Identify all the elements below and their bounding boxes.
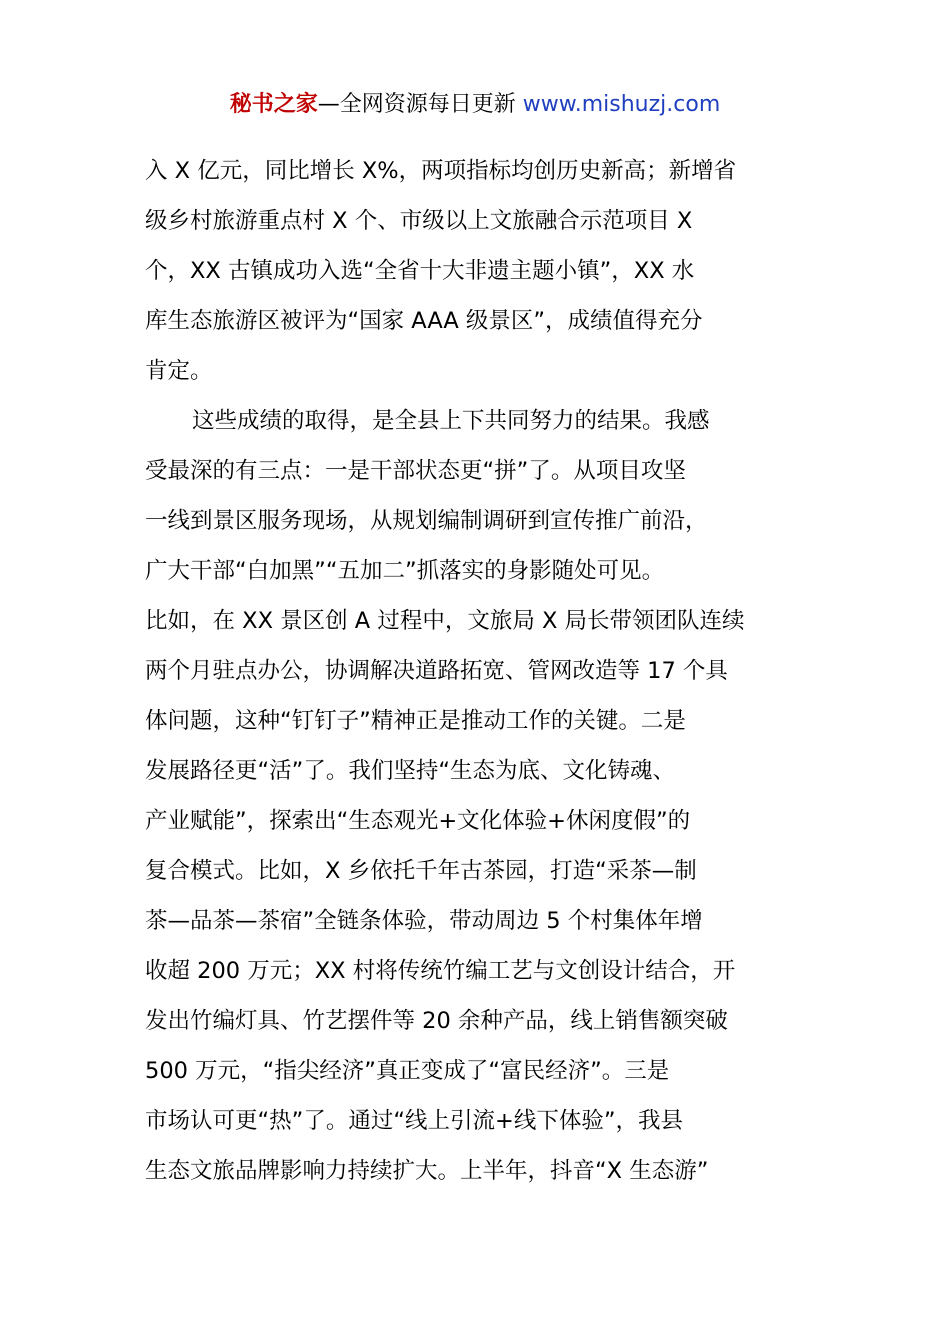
header-tagline: —全网资源每日更新 bbox=[317, 92, 523, 117]
site-url-link[interactable]: www.mishuzj.com bbox=[522, 92, 721, 117]
text-line: 市场认可更“热”了。通过“线上引流+线下体验”，我县 bbox=[145, 1108, 683, 1134]
text-line: 两个月驻点办公，协调解决道路拓宽、管网改造等 17 个具 bbox=[145, 658, 728, 684]
text-line: 发出竹编灯具、竹艺摆件等 20 余种产品，线上销售额突破 bbox=[145, 1008, 728, 1034]
text-line: 库生态旅游区被评为“国家 AAA 级景区”，成绩值得充分 bbox=[145, 308, 703, 334]
text-line: 肯定。 bbox=[145, 358, 213, 384]
document-body bbox=[145, 146, 810, 1196]
text-line: 发展路径更“活”了。我们坚持“生态为底、文化铸魂、 bbox=[145, 758, 675, 784]
text-line: 广大干部“白加黑”“五加二”抓落实的身影随处可见。 bbox=[145, 558, 665, 584]
text-line: 复合模式。比如，X 乡依托千年古茶园，打造“采茶—制 bbox=[145, 858, 697, 884]
text-line: 收超 200 万元；XX 村将传统竹编工艺与文创设计结合，开 bbox=[145, 958, 736, 984]
text-line: 产业赋能”，探索出“生态观光+文化体验+休闲度假”的 bbox=[145, 808, 691, 834]
text-line: 入 X 亿元，同比增长 X%，两项指标均创历史新高；新增省 bbox=[145, 158, 737, 184]
text-line: 生态文旅品牌影响力持续扩大。上半年，抖音“X 生态游” bbox=[145, 1158, 709, 1184]
page-header bbox=[0, 88, 950, 122]
text-line: 一线到景区服务现场，从规划编制调研到宣传推广前沿， bbox=[145, 508, 708, 534]
brand-name: 秘书之家 bbox=[229, 92, 318, 117]
text-line: 茶—品茶—茶宿”全链条体验，带动周边 5 个村集体年增 bbox=[145, 908, 703, 934]
text-line: 受最深的有三点：一是干部状态更“拼”了。从项目攻坚 bbox=[145, 458, 686, 484]
text-line: 体问题，这种“钉钉子”精神正是推动工作的关键。二是 bbox=[145, 708, 686, 734]
text-line: 级乡村旅游重点村 X 个、市级以上文旅融合示范项目 X bbox=[145, 208, 693, 234]
text-line: 500 万元，“指尖经济”真正变成了“富民经济”。三是 bbox=[145, 1058, 670, 1084]
text-line: 个，XX 古镇成功入选“全省十大非遗主题小镇”，XX 水 bbox=[145, 258, 695, 284]
paragraph-first-line: 这些成绩的取得，是全县上下共同努力的结果。我感 bbox=[192, 408, 710, 434]
text-line: 比如，在 XX 景区创 A 过程中，文旅局 X 局长带领团队连续 bbox=[145, 608, 745, 634]
